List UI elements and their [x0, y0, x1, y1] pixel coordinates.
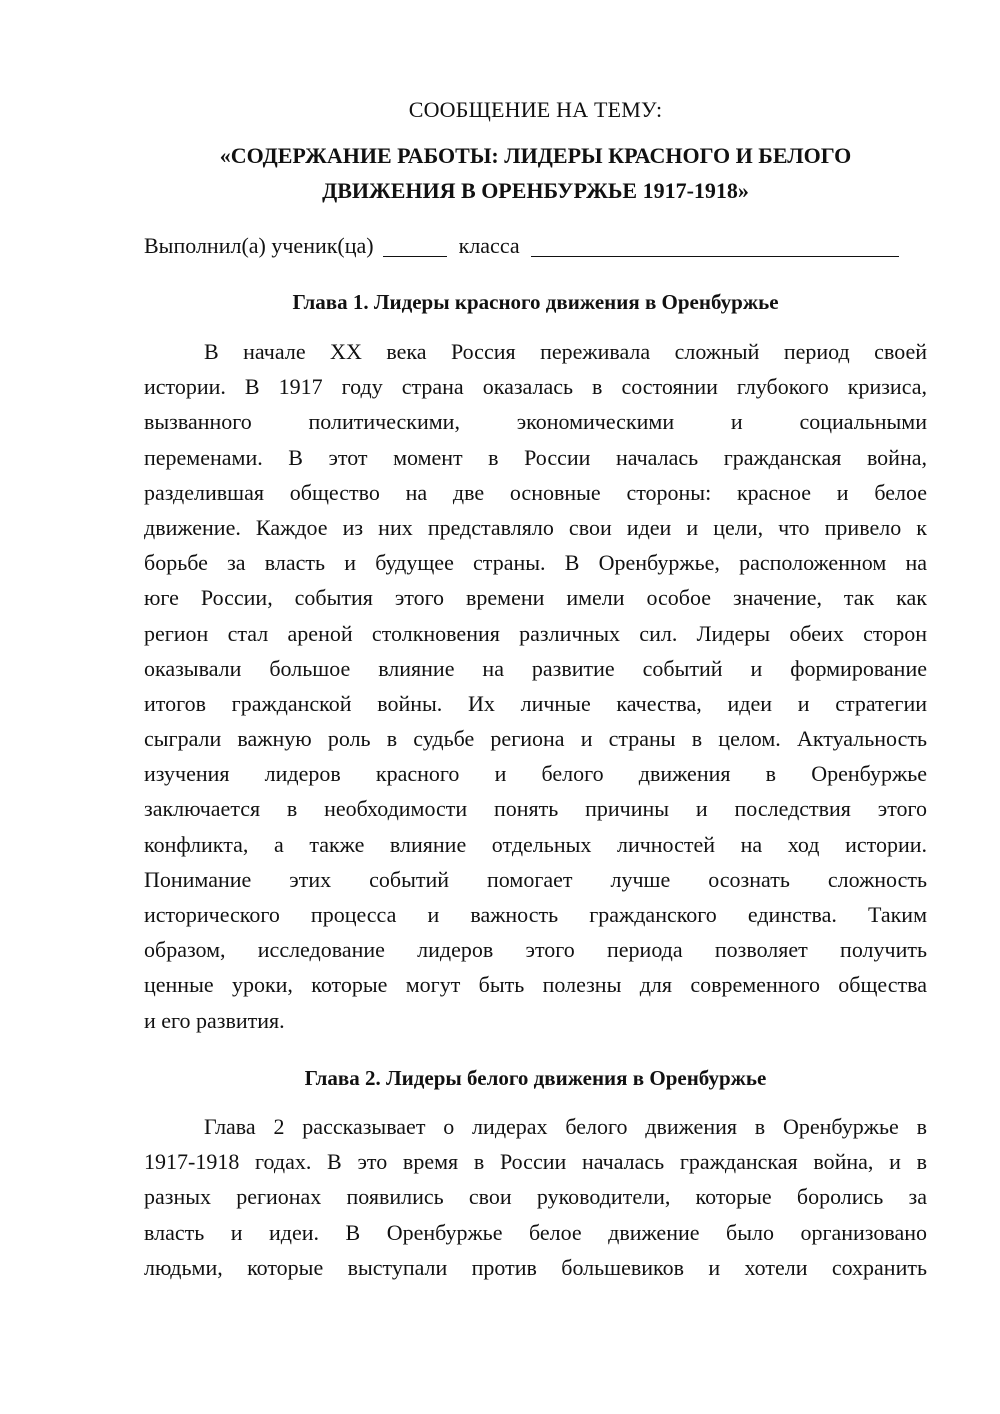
student-name-blank	[531, 230, 899, 257]
paragraph-line: Глава 2 рассказывает о лидерах белого движения в Оренбуржье в	[204, 1114, 927, 1139]
paragraph-line: движение. Каждое из них представляло свои идеи и цели, что привело к	[144, 514, 927, 540]
chapter-1-heading: Глава 1. Лидеры красного движения в Оренбуржье	[292, 290, 779, 314]
paragraph-line: вызванного политическими, экономическими и социальными	[144, 409, 927, 435]
paragraph-line: образом, исследование лидеров этого периода позволяет получить	[144, 937, 927, 963]
paragraph-line: конфликта, а также влияние отдельных личностей на ход истории.	[144, 831, 927, 857]
paragraph-line: разных регионах появились свои руководители, которые боролись за	[144, 1184, 927, 1210]
paragraph-line: людьми, которые выступали против большевиков и хотели сохранить	[144, 1254, 927, 1280]
paragraph-line: Понимание этих событий помогает лучше осознать сложность	[144, 866, 927, 892]
paragraph-line: сыграли важную роль в судьбе региона и страны в целом. Актуальность	[144, 726, 927, 752]
paragraph-line: борьбе за власть и будущее страны. В Оренбуржье, расположенном на	[144, 550, 927, 576]
chapter-2-paragraph	[144, 1109, 927, 1285]
chapter-1-paragraph	[144, 334, 927, 1038]
author-line	[144, 228, 927, 264]
paragraph-line: В начале XX века Россия переживала сложный период своей	[204, 339, 927, 364]
paragraph-line: заключается в необходимости понять причины и последствия этого	[144, 796, 927, 822]
paragraph-line: переменами. В этот момент в России началась гражданская война,	[144, 444, 927, 470]
paragraph-line: итогов гражданской войны. Их личные качества, идеи и стратегии	[144, 690, 927, 716]
document-title-line: «СОДЕРЖАНИЕ РАБОТЫ: ЛИДЕРЫ КРАСНОГО И БЕЛОГО	[219, 143, 852, 168]
class-number-blank	[383, 230, 447, 257]
paragraph-line: оказывали большое влияние на развитие событий и формирование	[144, 655, 927, 681]
document-type-label: СООБЩЕНИЕ НА ТЕМУ:	[408, 97, 663, 122]
paragraph-line: изучения лидеров красного и белого движения в Оренбуржье	[144, 761, 927, 787]
paragraph-line: ценные уроки, которые могут быть полезны для современного общества	[144, 972, 927, 998]
paragraph-line: юге России, события этого времени имели особое значение, так как	[144, 585, 927, 611]
paragraph-line: 1917-1918 годах. В это время в России началась гражданская война, и в	[144, 1149, 927, 1175]
author-prefix: Выполнил(а) ученик(ца)	[144, 233, 374, 258]
paragraph-line: разделившая общество на две основные стороны: красное и белое	[144, 479, 927, 505]
chapter-2-heading: Глава 2. Лидеры белого движения в Оренбуржье	[304, 1066, 767, 1090]
paragraph-line: и его развития.	[144, 1007, 285, 1033]
class-word: класса	[458, 233, 520, 258]
paragraph-line: исторического процесса и важность гражданского единства. Таким	[144, 902, 927, 927]
paragraph-line: истории. В 1917 году страна оказалась в состоянии глубокого кризиса,	[144, 374, 927, 400]
document-title-line: ДВИЖЕНИЯ В ОРЕНБУРЖЬЕ 1917-1918»	[322, 178, 749, 203]
document-title	[144, 138, 927, 208]
paragraph-line: регион стал ареной столкновения различных сил. Лидеры обеих сторон	[144, 620, 927, 646]
paragraph-line: власть и идеи. В Оренбуржье белое движение было организовано	[144, 1219, 927, 1245]
